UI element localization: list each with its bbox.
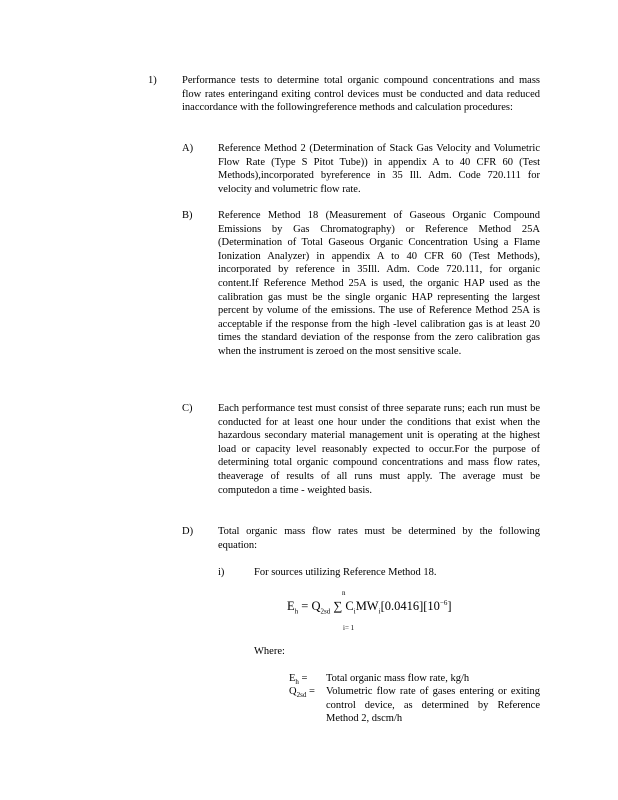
sub-subitem-label: i) bbox=[218, 567, 225, 578]
definition-text-eh: Total organic mass flow rate, kg/h bbox=[326, 673, 470, 684]
definition-term-eh: $E_h$ = bbox=[289, 673, 308, 687]
equation-mw-subscript: i bbox=[378, 607, 381, 616]
equation-q-subscript: 2sd bbox=[320, 607, 331, 616]
subitem-label-c: C) bbox=[182, 403, 193, 414]
subitem-text-b: Reference Method 18 (Measurement of Gaseous Organic Compound Emissions by Gas Chromatography) or Reference Method 25A (Determination of Total Gaseous Organic Concentration Using a Flame Ionization Analyzer) in appendix A to 40 CFR 60 (Test Methods), incorporated by reference in 35Ill. Adm. Code 720.111, for organic content.If Reference Method 25A is used, the organic HAP used as the calibration gas must be the single organic HAP representing the largest percent by volume of the emissions. The use of Reference Method 25A is acceptable if the response from the high -level calibration gas is at least 20 times the standard deviation of the response from the zero calibration gas when the instrument is zeroed on the most sensitive scale. bbox=[218, 210, 540, 357]
equation-close: ] bbox=[447, 599, 452, 613]
equation-lhs: E bbox=[287, 599, 295, 613]
equation-sum-symbol: ∑ bbox=[333, 599, 343, 613]
subitem-text-a: Reference Method 2 (Determination of Stack Gas Velocity and Volumetric Flow Rate (Type S Pitot Tube)) in appendix A to 40 CFR 60 (Test Methods),incorporated byreference in 35 Ill. Adm. Code 720.111 for velocity and volumetric flow rate. bbox=[218, 143, 540, 195]
equation-exponent: −6 bbox=[439, 598, 448, 607]
definition-text-q2sd: Volumetric flow rate of gases entering or exiting control device, as determined by Reference Method 2, dscm/h bbox=[326, 686, 540, 725]
item-intro-paragraph: Performance tests to determine total organic compound concentrations and mass flow rates enteringand exiting control devices must be conducted and data reduced inaccordance with the followingreference methods and calculation procedures: bbox=[182, 75, 540, 114]
subitem-text-c: Each performance test must consist of three separate runs; each run must be conducted for at least one hour under the conditions that exist when the hazardous secondary material management unit is operating at the highest load or capacity level reasonably expected to occur.For the purpose of determining total organic compound concentrations and mass flow rates, theaverage of results of all runs must apply. The average must be computedon a time - weighted basis. bbox=[218, 403, 540, 496]
equation-equals: = bbox=[301, 599, 309, 613]
where-label: Where: bbox=[254, 646, 285, 657]
equation-sum-lower-limit: i= 1 bbox=[343, 624, 355, 632]
equation-lhs-subscript: h bbox=[294, 607, 299, 616]
equation-q: Q bbox=[311, 599, 321, 613]
item-number: 1) bbox=[148, 75, 157, 86]
sub-subitem-text: For sources utilizing Reference Method 18. bbox=[254, 567, 437, 578]
equation-constant: [0.0416][10 bbox=[380, 599, 440, 613]
equation-sum-upper-limit: n bbox=[342, 589, 346, 597]
equation-mw: MW bbox=[355, 599, 379, 613]
equation-c-subscript: i bbox=[353, 607, 356, 616]
equation-c: C bbox=[345, 599, 354, 613]
subitem-text-d: Total organic mass flow rates must be determined by the following equation: bbox=[218, 526, 540, 551]
mass-flow-equation bbox=[287, 589, 452, 632]
definition-term-q2sd: $Q_{2sd}$ = bbox=[289, 686, 315, 700]
subitem-label-d: D) bbox=[182, 526, 194, 537]
subitem-label-a: A) bbox=[182, 143, 194, 154]
subitem-label-b: B) bbox=[182, 210, 193, 221]
